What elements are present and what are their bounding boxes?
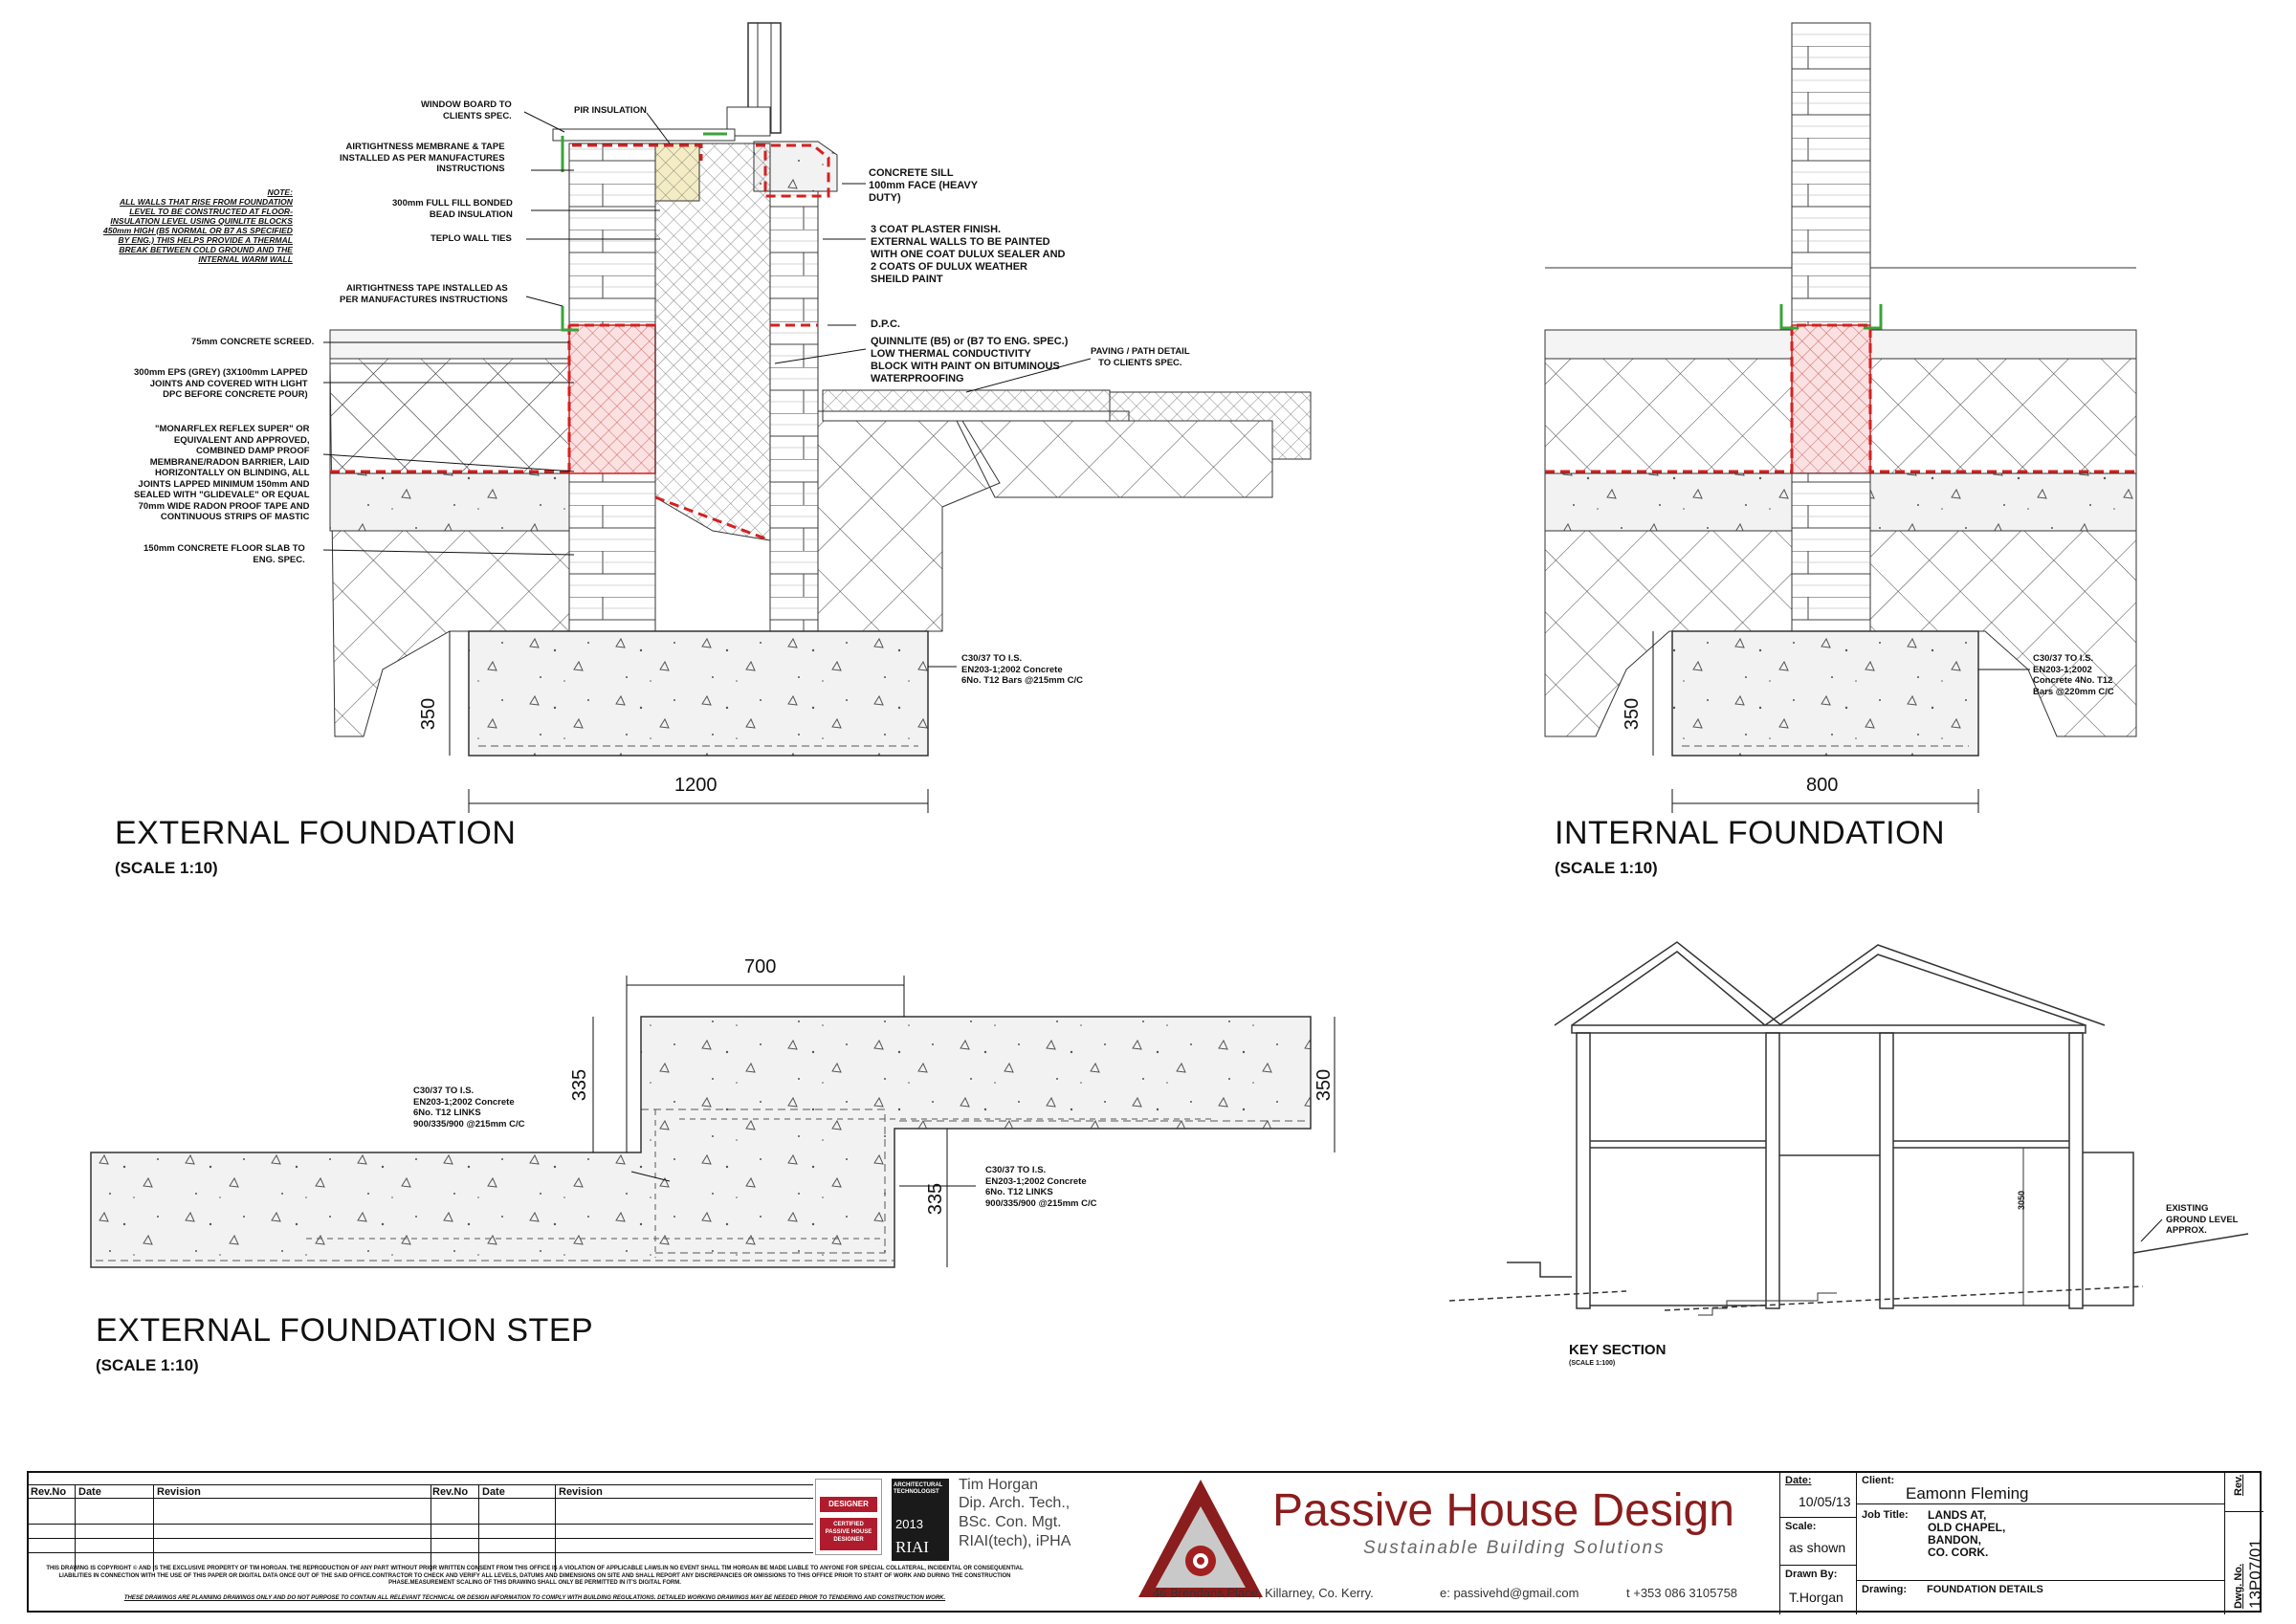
job-title-value: LANDS AT, OLD CHAPEL, BANDON, CO. CORK.: [1928, 1508, 2006, 1559]
copyright-text: THIS DRAWING IS COPYRIGHT © AND IS THE EXCLUSIVE PROPERTY OF TIM HORGAN. THE REPRODUCTION OF ANY PART WITHOUT PRIOR WRITTEN CONSENT FROM THIS OFFICE IS A VIOLATION OF APPLICABLE LAWS.IN NO EVENT SHALL TIM HORGAN BE MADE LIABLE TO ANYONE FOR SPECIAL COLLATERAL, INCIDENTAL OR CONSEQUENTIAL LIABILITIES IN CONNECTION WITH THE USE OF THIS PAPER OR DIGITAL DATA ONCE OUT OF THE SAID OFFICE.CONTRACTOR TO CHECK AND VERIFY ALL LEVELS, DATUMS AND DIMENSIONS ON SITE AND SHALL REPORT ANY DISCREPANCIES OR OMISSIONS TO THIS OFFICE PRIOR TO START OF WORK AND DURING THE CONSTRUCTION PHASE.MEASUREMENT SCALING OF THIS DRAWING SHALL ONLY BE PERMITTED IN IT'S DIGITAL FORM.: [46, 1566, 1024, 1586]
passive-house-designer-badge: DESIGNER CERTIFIED PASSIVE HOUSE DESIGNER: [815, 1479, 882, 1555]
drawing-label: Drawing:: [1862, 1584, 1908, 1595]
label-concrete-sill: CONCRETE SILL 100mm FACE (HEAVY DUTY): [869, 167, 979, 204]
drawing-value: FOUNDATION DETAILS: [1927, 1584, 2043, 1595]
ground-leader: [2141, 1219, 2162, 1241]
company-tagline: Sustainable Building Solutions: [1363, 1538, 1666, 1558]
dim-external-width: 1200: [674, 775, 718, 796]
dim-key-height: 3050: [2017, 1190, 2027, 1211]
planning-note: THESE DRAWINGS ARE PLANNING DRAWINGS ONLY AND DO NOT PURPOSE TO CONTAIN ALL RELEVANT TECHNICAL OR DESIGN INFORMATION TO COMPLY WITH BUILDING REGULATIONS. DETAILED WORKING DRAWINGS MAY BE NEEDED PRIOR TO TENDERING AND CONSTRUCTION WORK.: [123, 1595, 946, 1601]
date-label: Date:: [1785, 1475, 1812, 1486]
label-quinnlite: QUINNLITE (B5) or (B7 TO ENG. SPEC.) LOW THERMAL CONDUCTIVITY BLOCK WITH PAINT ON BITUMINOUS WATERPROOFING: [871, 336, 1069, 384]
label-screed: 75mm CONCRETE SCREED.: [191, 337, 315, 347]
revision-table: [29, 1484, 813, 1570]
label-bead-insulation: 300mm FULL FILL BONDED BEAD INSULATION: [392, 198, 513, 220]
author-name: Tim Horgan: [959, 1477, 1038, 1493]
label-dpc: D.P.C.: [871, 318, 900, 330]
scale-external-foundation: (SCALE 1:10): [115, 859, 218, 877]
label-window-board: WINDOW BOARD TO CLIENTS SPEC.: [421, 99, 512, 121]
dwg-no-label: Dwg. No.: [2233, 1563, 2244, 1609]
client-value: Eamonn Fleming: [1906, 1484, 2029, 1503]
label-step-concrete-2: C30/37 TO I.S. EN203-1;2002 Concrete 6No. T12 LINKS 900/335/900 @215mm C/C: [985, 1165, 1097, 1209]
revision-header-2: Revision: [559, 1486, 603, 1498]
heading-internal-foundation: INTERNAL FOUNDATION: [1555, 815, 1946, 851]
dim-step-right-top: 350: [1314, 1068, 1336, 1102]
label-ground-level: EXISTING GROUND LEVEL APPROX.: [2166, 1203, 2239, 1236]
dwg-no-value: 13P07/01: [2246, 1539, 2264, 1609]
scale-key-section: (SCALE 1:100): [1569, 1360, 1616, 1367]
drawn-by-value: T.Horgan: [1789, 1590, 1843, 1605]
scale-label: Scale:: [1785, 1521, 1817, 1532]
dim-external-height: 350: [418, 697, 440, 731]
rev-no-header: Rev.No: [31, 1486, 67, 1498]
heading-external-foundation-step: EXTERNAL FOUNDATION STEP: [96, 1312, 594, 1349]
note-thermal-break: NOTE: ALL WALLS THAT RISE FROM FOUNDATION LEVEL TO BE CONSTRUCTED AT FLOOR- INSULATION LEVEL USING QUINLITE BLOCKS 450mm HIGH (B5 NORMAL OR B7 AS SPECIFIED BY ENG.) THIS HELPS PROVIDE A THERMAL BREAK BETWEEN COLD GROUND AND THE INTERNAL WARM WALL: [103, 187, 293, 264]
label-teplo-ties: TEPLO WALL TIES: [430, 233, 512, 244]
heading-external-foundation: EXTERNAL FOUNDATION: [115, 815, 517, 851]
title-block: [27, 1471, 2262, 1613]
label-paving: PAVING / PATH DETAIL TO CLIENTS SPEC.: [1091, 346, 1190, 368]
dim-step-top: 700: [744, 956, 777, 977]
label-eps: 300mm EPS (GREY) (3X100mm LAPPED JOINTS AND COVERED WITH LIGHT DPC BEFORE CONCRETE POUR): [134, 367, 308, 400]
label-step-concrete-1: C30/37 TO I.S. EN203-1;2002 Concrete 6No. T12 LINKS 900/335/900 @215mm C/C: [413, 1086, 525, 1130]
riai-badge: ARCHITECTURAL TECHNOLOGIST 2013 RIAI: [892, 1479, 949, 1561]
date-value: 10/05/13: [1799, 1494, 1851, 1509]
label-int-concrete: C30/37 TO I.S. EN203-1;2002 Concrete 4No. T12 Bars @220mm C/C: [2033, 653, 2114, 697]
author-qualifications: Dip. Arch. Tech., BSc. Con. Mgt. RIAI(tech), iPHA: [959, 1495, 1071, 1549]
date-header: Date: [78, 1486, 101, 1498]
company-address: 46 Brendans Place, Killarney, Co. Kerry.: [1153, 1586, 1374, 1600]
label-airtight-membrane: AIRTIGHTNESS MEMBRANE & TAPE INSTALLED AS PER MANUFACTURES INSTRUCTIONS: [340, 142, 505, 174]
company-email: e: passivehd@gmail.com: [1440, 1586, 1579, 1600]
label-airtight-tape: AIRTIGHTNESS TAPE INSTALLED AS PER MANUFACTURES INSTRUCTIONS: [340, 283, 508, 305]
external-foundation-step-section: [91, 976, 1335, 1267]
client-label: Client:: [1862, 1475, 1895, 1486]
label-plaster-finish: 3 COAT PLASTER FINISH. EXTERNAL WALLS TO BE PAINTED WITH ONE COAT DULUX SEALER AND 2 COATS OF DULUX WEATHER SHEILD PAINT: [871, 224, 1066, 285]
rev-no-header-2: Rev.No: [432, 1486, 469, 1498]
label-pir-insulation: PIR INSULATION: [574, 105, 647, 116]
scale-external-foundation-step: (SCALE 1:10): [96, 1356, 199, 1374]
dim-step-right-bottom: 335: [925, 1182, 947, 1216]
company-phone: t +353 086 3105758: [1626, 1586, 1738, 1600]
drawn-by-label: Drawn By:: [1785, 1569, 1838, 1580]
label-monarflex: "MONARFLEX REFLEX SUPER" OR EQUIVALENT AND APPROVED, COMBINED DAMP PROOF MEMBRANE/RADON BARRIER, LAID HORIZONTALLY ON BLINDING, ALL JOINTS LAPPED MINIMUM 150mm AND SEALED WITH "GLIDEVALE" OR EQUAL 70mm WIDE RADON PROOF TAPE AND CONTINUOUS STRIPS OF MASTIC: [134, 424, 310, 522]
date-header-2: Date: [482, 1486, 505, 1498]
dim-step-left: 335: [569, 1068, 591, 1102]
job-title-label: Job Title:: [1862, 1509, 1909, 1521]
scale-internal-foundation: (SCALE 1:10): [1555, 859, 1658, 877]
rev-label: Rev.: [2233, 1474, 2244, 1496]
company-name: Passive House Design: [1272, 1485, 1734, 1536]
key-section-drawing: [1449, 942, 2248, 1315]
dim-internal-height: 350: [1622, 697, 1644, 731]
scale-value: as shown: [1789, 1540, 1846, 1555]
revision-header: Revision: [157, 1486, 201, 1498]
dim-internal-width: 800: [1806, 775, 1839, 796]
label-floor-slab: 150mm CONCRETE FLOOR SLAB TO ENG. SPEC.: [144, 543, 305, 565]
heading-key-section: KEY SECTION: [1569, 1342, 1667, 1358]
label-ext-concrete: C30/37 TO I.S. EN203-1;2002 Concrete 6No. T12 Bars @215mm C/C: [961, 653, 1084, 686]
